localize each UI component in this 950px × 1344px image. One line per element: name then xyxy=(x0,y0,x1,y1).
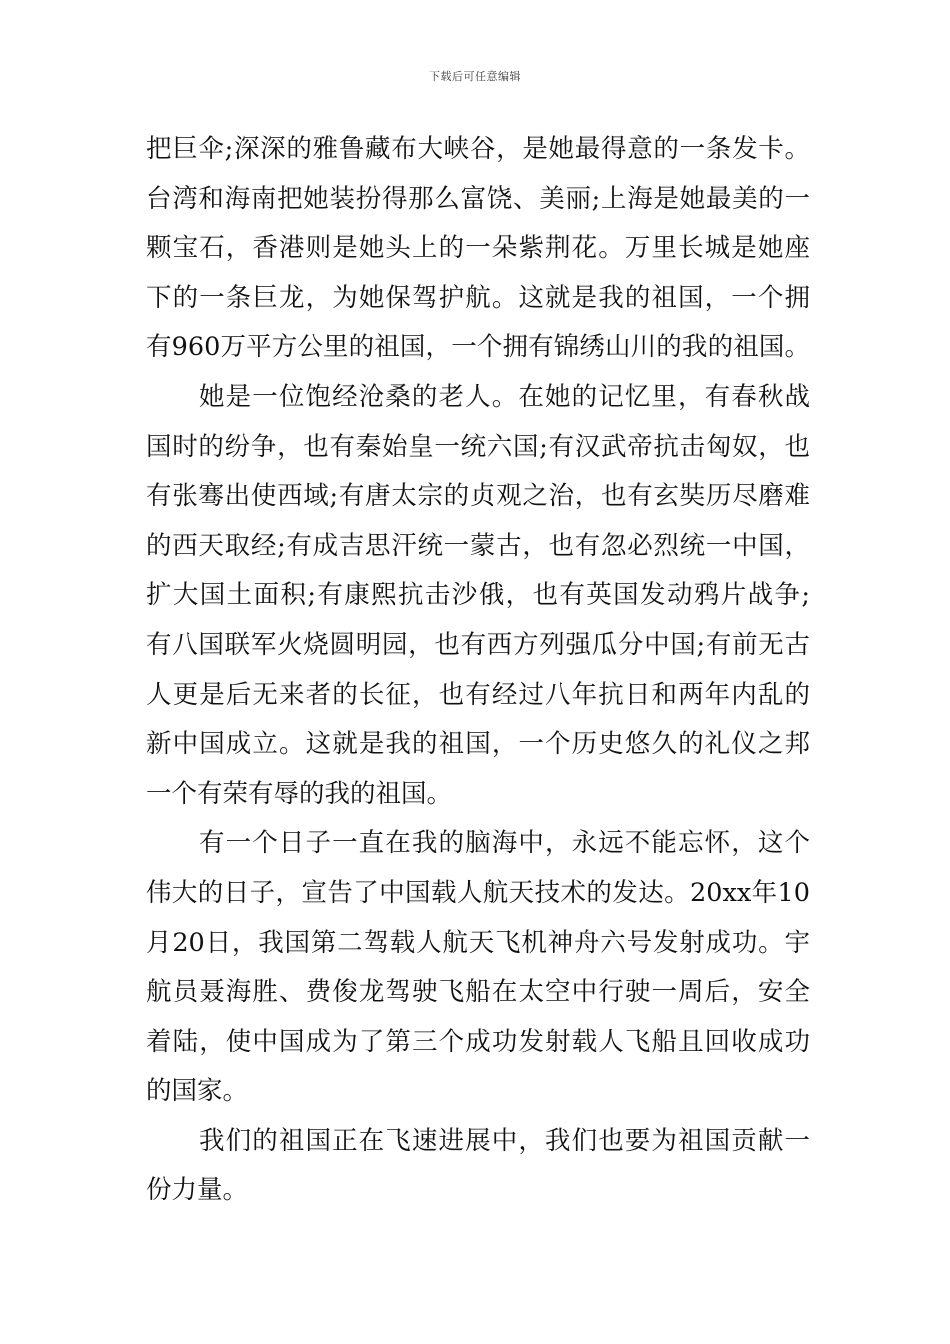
text-line: 月20日，我国第二驾载人航天飞机神舟六号发射成功。宇 xyxy=(146,927,810,958)
document-body xyxy=(146,125,810,1216)
text-line: 份力量。 xyxy=(146,1175,249,1206)
text-line: 人更是后无来者的长征，也有经过八年抗日和两年内乱的 xyxy=(146,679,810,710)
text-line: 有一个日子一直在我的脑海中，永远不能忘怀，这个 xyxy=(199,828,810,859)
text-line: 国时的纷争，也有秦始皇一统六国;有汉武帝抗击匈奴，也 xyxy=(146,431,810,462)
text-line: 新中国成立。这就是我的祖国，一个历史悠久的礼仪之邦 xyxy=(146,729,810,760)
text-line: 下的一条巨龙，为她保驾护航。这就是我的祖国，一个拥 xyxy=(146,282,810,313)
text-line: 有960万平方公里的祖国，一个拥有锦绣山川的我的祖国。 xyxy=(146,332,810,363)
header-note: 下载后可任意编辑 xyxy=(429,70,521,83)
text-line: 颗宝石，香港则是她头上的一朵紫荆花。万里长城是她座 xyxy=(146,233,810,264)
text-line: 她是一位饱经沧桑的老人。在她的记忆里，有春秋战 xyxy=(199,381,810,412)
text-line: 台湾和海南把她装扮得那么富饶、美丽;上海是她最美的一 xyxy=(146,183,810,214)
text-line: 的西天取经;有成吉思汗统一蒙古，也有忽必烈统一中国， xyxy=(146,530,810,561)
text-line: 我们的祖国正在飞速进展中，我们也要为祖国贡献一 xyxy=(199,1125,810,1156)
paragraph xyxy=(146,819,810,1117)
paragraph xyxy=(146,125,810,373)
paragraph xyxy=(146,1117,810,1216)
text-line: 有八国联军火烧圆明园，也有西方列强瓜分中国;有前无古 xyxy=(146,629,810,660)
text-line: 扩大国土面积;有康熙抗击沙俄，也有英国发动鸦片战争; xyxy=(146,580,810,611)
text-line: 的国家。 xyxy=(146,1076,249,1107)
text-line: 把巨伞;深深的雅鲁藏布大峡谷，是她最得意的一条发卡。 xyxy=(146,134,810,164)
text-line: 一个有荣有辱的我的祖国。 xyxy=(146,778,453,809)
text-line: 着陆，使中国成为了第三个成功发射载人飞船且回收成功 xyxy=(146,1026,810,1057)
text-line: 有张骞出使西域;有唐太宗的贞观之治，也有玄奘历尽磨难 xyxy=(146,481,810,512)
text-line: 伟大的日子，宣告了中国载人航天技术的发达。20xx年10 xyxy=(146,877,810,908)
paragraph xyxy=(146,373,810,819)
text-line: 航员聂海胜、费俊龙驾驶飞船在太空中行驶一周后，安全 xyxy=(146,977,810,1008)
